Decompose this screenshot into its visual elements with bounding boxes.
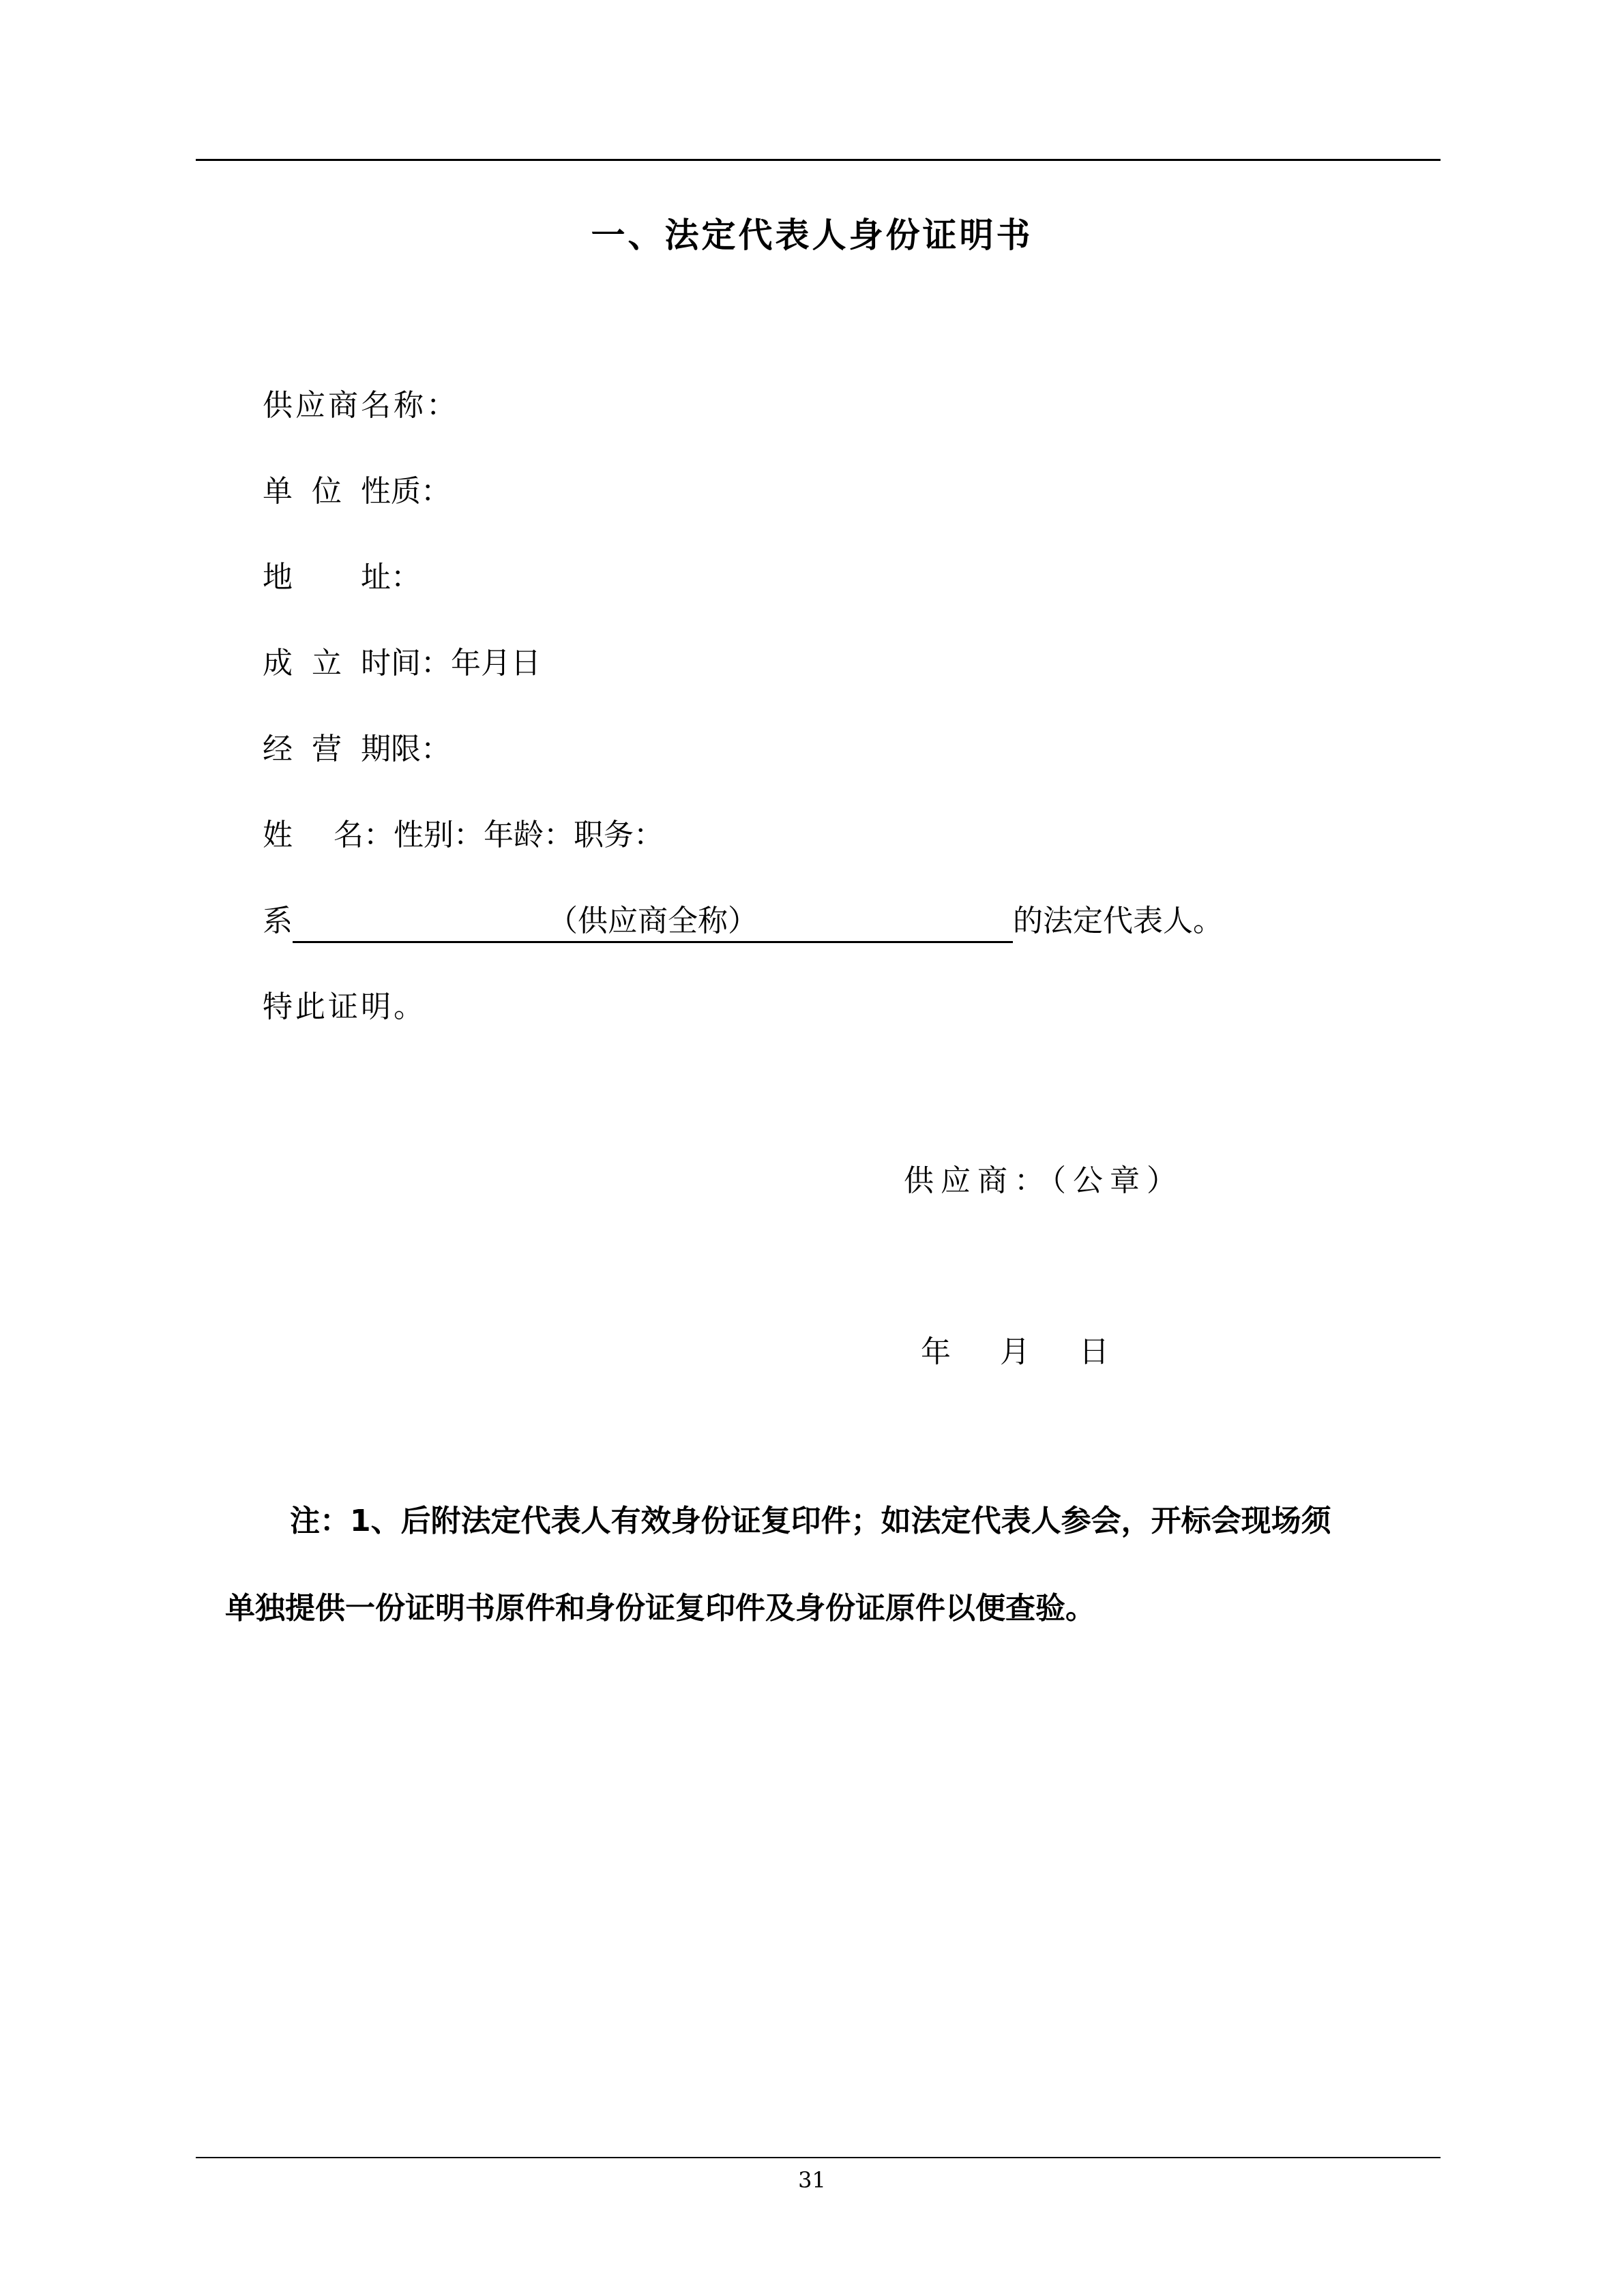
date-month: 月 (1000, 1335, 1030, 1369)
field-unit-nature (263, 468, 451, 516)
field-unit-nature-char-2: 位 (312, 474, 342, 509)
field-address-char-1: 地 (263, 560, 293, 595)
certify-text: 特此证明。 (263, 989, 426, 1024)
field-business-term-char-2: 营 (312, 732, 342, 766)
page-number: 31 (798, 2167, 826, 2193)
supplier-seal-line: 供应商：（公章） (904, 1163, 1183, 1198)
field-unit-nature-char-1: 单 (263, 474, 293, 509)
date-year: 年 (921, 1335, 951, 1369)
page-title: 一、法定代表人身份证明书 (591, 215, 1033, 255)
field-established-char-1: 成 (263, 646, 293, 681)
field-business-term (263, 726, 451, 773)
field-established (263, 640, 541, 687)
field-established-char-2: 立 (312, 646, 342, 681)
note-line-2: 单独提供一份证明书原件和身份证复印件及身份证原件以便查验。 (225, 1591, 1095, 1626)
field-business-term-char-1: 经 (263, 732, 293, 766)
footer-rule (196, 2157, 1441, 2158)
statement-suffix: 的法定代表人。 (1013, 904, 1223, 938)
date-line (921, 1328, 1109, 1376)
field-established-rest: 时间：年月日 (361, 646, 541, 681)
field-unit-nature-rest: 性质： (361, 474, 451, 509)
note-line-1: 注：1、后附法定代表人有效身份证复印件；如法定代表人参会，开标会现场须 (290, 1504, 1331, 1538)
supplier-fullname-blank: （供应商全称） (293, 901, 1013, 943)
date-day: 日 (1079, 1335, 1109, 1369)
statement-prefix: 系 (263, 904, 293, 938)
statement-line (263, 897, 1223, 945)
field-person-rest: 名：性别：年龄：职务： (334, 818, 664, 852)
field-address (263, 554, 421, 601)
header-rule (196, 159, 1441, 161)
field-address-rest: 址： (361, 560, 421, 595)
field-supplier-name: 供应商名称： (263, 388, 459, 423)
field-person (263, 811, 664, 859)
field-business-term-rest: 期限： (361, 732, 451, 766)
field-person-char-1: 姓 (263, 818, 293, 852)
